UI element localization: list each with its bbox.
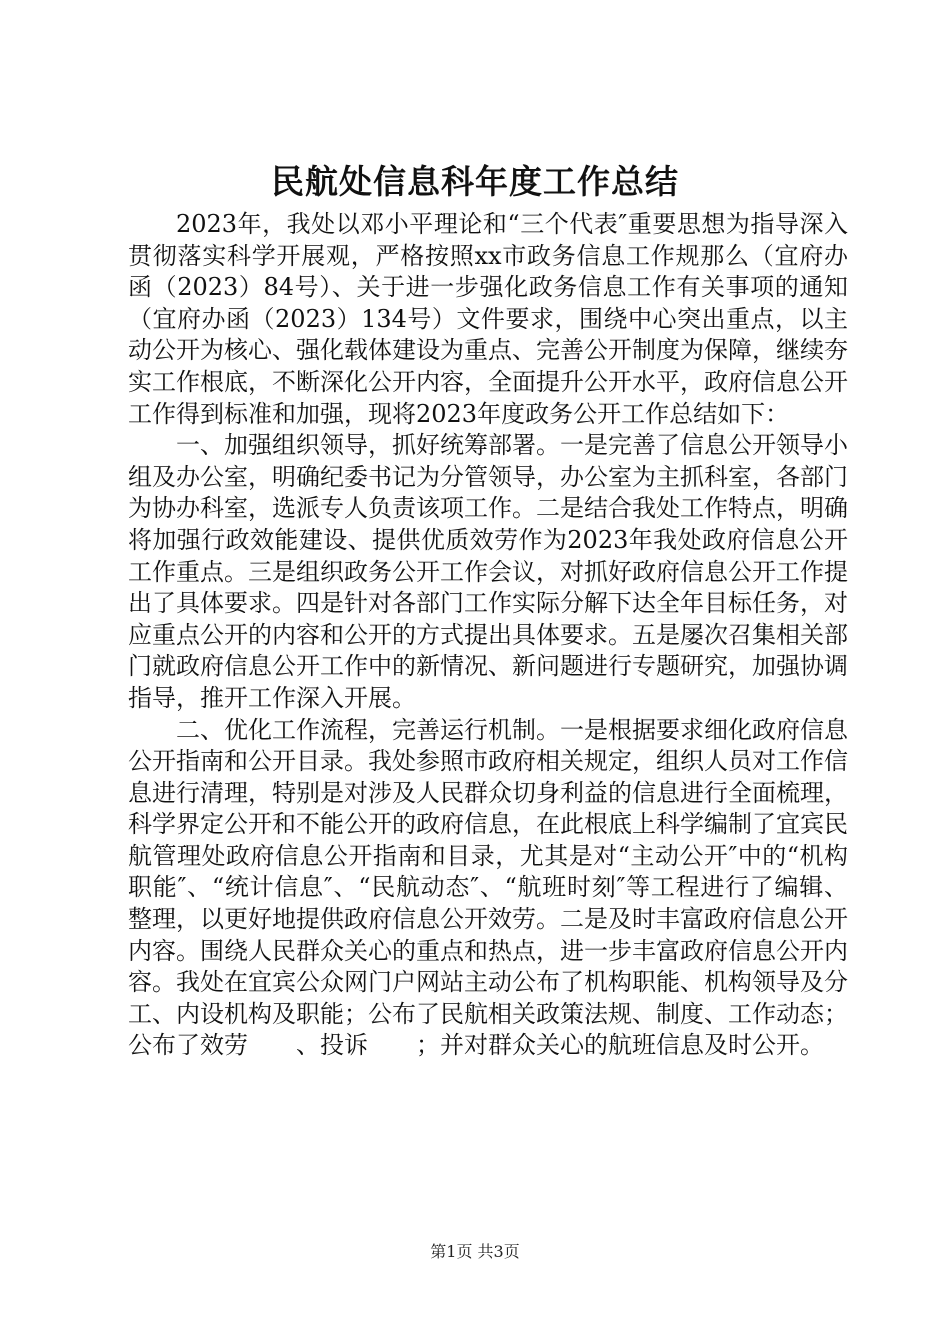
paragraph-intro: 2023年，我处以邓小平理论和“三个代表″重要思想为指导深入贯彻落实科学开展观，严格按照xx市政务信息工作规那么（宜府办函（2023）84号）、关于进一步强化政务信息工作有关事项的通知（宜府办函（2023）134号）文件要求，围绕中心突出重点，以主动公开为核心、强化载体建设为重点、完善公开制度为保障，继续夯实工作根底，不断深化公开内容，全面提升公开水平，政府信息公开工作得到标准和加强，现将2023年度政务公开工作总结如下： — [128, 210, 848, 428]
paragraph-section-one: 一、加强组织领导，抓好统筹部署。一是完善了信息公开领导小组及办公室，明确纪委书记为分管领导，办公室为主抓科室，各部门为协办科室，选派专人负责该项工作。二是结合我处工作特点，明确将加强行政效能建设、提供优质效劳作为2023年我处政府信息公开工作重点。三是组织政务公开工作会议，对抓好政府信息公开工作提出了具体要求。四是针对各部门工作实际分解下达全年目标任务，对应重点公开的内容和公开的方式提出具体要求。五是屡次召集相关部门就政府信息公开工作中的新情况、新问题进行专题研究，加强协调指导，推开工作深入开展。 — [128, 431, 848, 712]
document-title: 民航处信息科年度工作总结 — [271, 162, 679, 201]
document-body — [128, 209, 848, 1062]
paragraph-section-two: 二、优化工作流程，完善运行机制。一是根据要求细化政府信息公开指南和公开目录。我处参照市政府相关规定，组织人员对工作信息进行清理，特别是对涉及人民群众切身利益的信息进行全面梳理，科学界定公开和不能公开的政府信息，在此根底上科学编制了宜宾民航管理处政府信息公开指南和目录，尤其是对“主动公开″中的“机构职能″、“统计信息″、“民航动态″、“航班时刻″等工程进行了编辑、整理，以更好地提供政府信息公开效劳。二是及时丰富政府信息公开内容。围绕人民群众关心的重点和热点，进一步丰富政府信息公开内容。我处在宜宾公众网门户网站主动公布了机构职能、机构领导及分工、内设机构及职能；公布了民航相关政策法规、制度、工作动态；公布了效劳 、投诉 ；并对群众关心的航班信息及时公开。 — [128, 715, 848, 1060]
page-number-footer: 第1页 共3页 — [430, 1242, 520, 1261]
